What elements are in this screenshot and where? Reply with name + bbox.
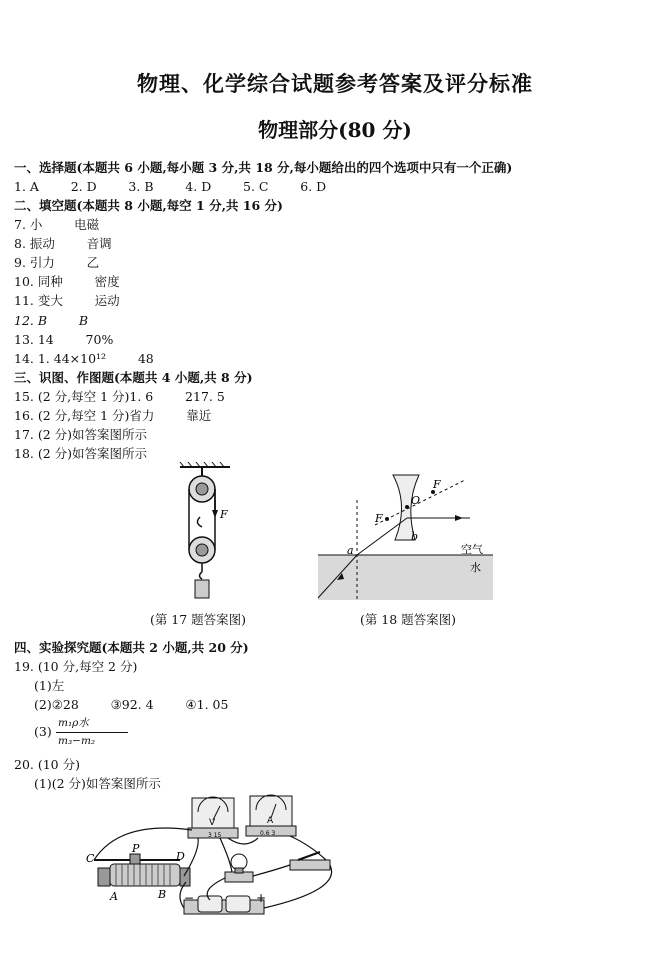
answer-11: 11. 变大 运动 (14, 293, 120, 308)
voltmeter (188, 797, 238, 839)
answer-7: 7. 小 电磁 (14, 217, 100, 232)
answer-17: 17. (2 分)如答案图所示 (14, 427, 148, 442)
page-title: 物理、化学综合试题参考答案及评分标准 (137, 71, 533, 96)
section-4-heading: 四、实验探究题(本题共 2 小题,共 20 分) (14, 640, 249, 655)
fraction-numerator: m₁ρ水 (58, 717, 89, 729)
label-focal-f2: F (433, 478, 441, 491)
section-3-heading: 三、识图、作图题(本题共 4 小题,共 8 分) (14, 370, 253, 385)
force-label-f: F (220, 508, 228, 521)
answer-14: 14. 1. 44×10¹² 48 (14, 351, 154, 366)
lamp (225, 854, 253, 882)
battery-minus: − (184, 891, 195, 905)
answer-18: 18. (2 分)如答案图所示 (14, 446, 148, 461)
ammeter-scale: 0.6 3 (260, 830, 276, 837)
answer-9: 9. 引力 乙 (14, 255, 100, 270)
label-d: D (176, 850, 185, 863)
answer-10: 10. 同种 密度 (14, 274, 120, 289)
fig17-caption: (第 17 题答案图) (149, 612, 247, 627)
answer-19-2: (2)②28 ③92. 4 ④1. 05 (34, 697, 229, 712)
fraction-bar (56, 732, 128, 733)
switch (290, 852, 330, 870)
answer-19-1: (1)左 (34, 678, 65, 693)
optics-figure (315, 470, 500, 602)
ammeter (246, 795, 296, 837)
section-2-heading: 二、填空题(本题共 8 小题,每空 1 分,共 16 分) (14, 198, 283, 213)
fig18-caption: (第 18 题答案图) (359, 612, 457, 627)
answer-16: 16. (2 分,每空 1 分)省力 靠近 (14, 408, 212, 423)
voltmeter-label: V (209, 818, 216, 828)
section-1-heading: 一、选择题(本题共 6 小题,每小题 3 分,共 18 分,每小题给出的四个选项中只有一个正确) (14, 160, 513, 175)
answer-15: 15. (2 分,每空 1 分)1. 6 217. 5 (14, 389, 225, 404)
battery (184, 891, 266, 914)
label-a: A (110, 890, 118, 903)
answer-19-heading: 19. (10 分,每空 2 分) (14, 659, 138, 674)
pulley-figure (170, 462, 240, 602)
label-point-a: a (347, 544, 354, 557)
answer-19-3-prefix: (3) (34, 724, 52, 739)
ammeter-label: A (267, 816, 274, 826)
answer-13: 13. 14 70% (14, 332, 114, 347)
label-p: P (132, 842, 140, 855)
answer-8: 8. 振动 音调 (14, 236, 112, 251)
answer-20-1: (1)(2 分)如答案图所示 (34, 776, 161, 791)
label-water: 水 (470, 561, 481, 574)
label-optical-center-o: O (411, 494, 421, 507)
label-air: 空气 (461, 543, 483, 556)
page-subtitle: 物理部分(80 分) (258, 118, 412, 142)
label-c: C (86, 852, 95, 865)
battery-plus: + (256, 891, 267, 905)
label-b: B (158, 888, 167, 901)
answers-1-6: 1. A 2. D 3. B 4. D 5. C 6. D (14, 179, 327, 194)
label-focal-f1: F (375, 512, 383, 525)
label-point-b: b (411, 530, 419, 543)
circuit-figure (80, 790, 350, 920)
voltmeter-scale: 3 15 (208, 832, 222, 839)
answer-20-heading: 20. (10 分) (14, 757, 80, 772)
fraction-denominator: m₃−m₂ (58, 735, 96, 747)
answer-12: 12. B B (14, 313, 89, 328)
